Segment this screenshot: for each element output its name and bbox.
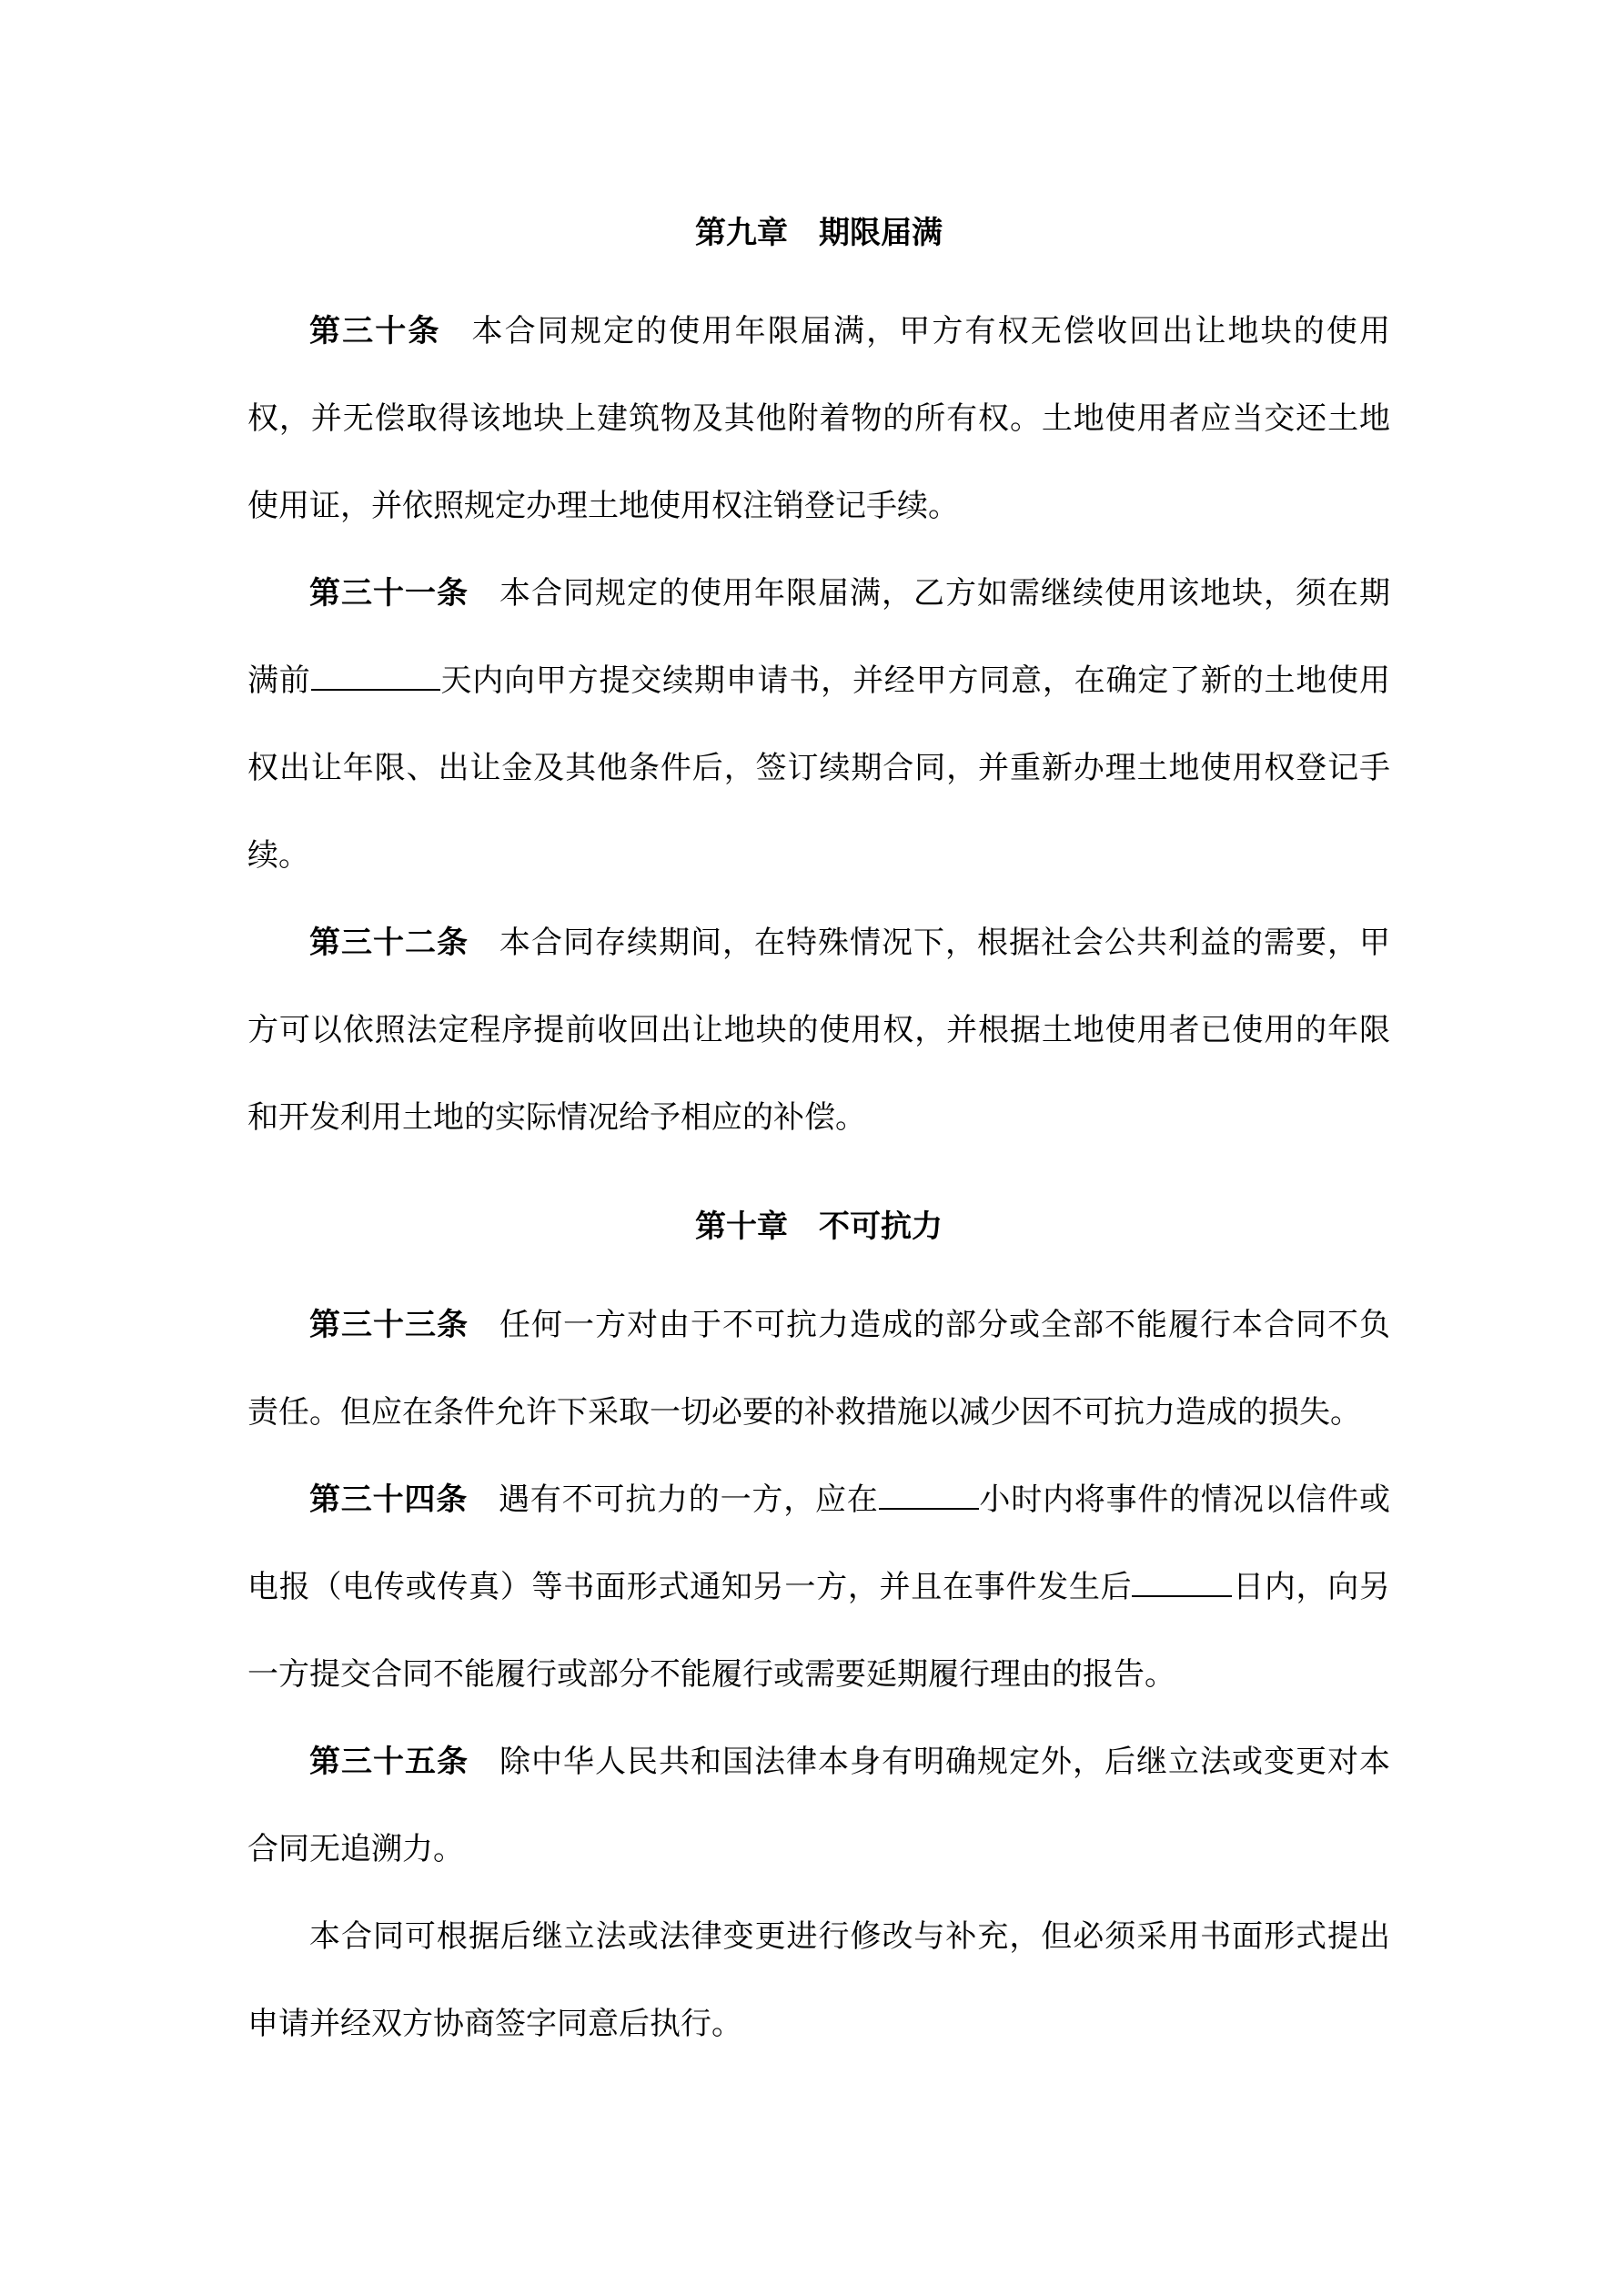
article-33-text: 任何一方对由于不可抗力造成的部分或全部不能履行本合同不负责任。但应在条件允许下采取一切必要的补救措施以减少因不可抗力造成的损失。 (247, 1307, 1390, 1431)
article-34 (247, 1456, 1390, 1718)
article-34-label: 第三十四条 (309, 1482, 468, 1518)
article-32-label: 第三十二条 (309, 925, 469, 961)
fill-in-blank-days (311, 662, 440, 691)
article-30-label: 第三十条 (309, 313, 441, 349)
article-31-text-after: 天内向甲方提交续期申请书，并经甲方同意，在确定了新的土地使用权出让年限、出让金及其他条件后，签订续期合同，并重新办理土地使用权登记手续。 (247, 663, 1390, 874)
article-35-text: 除中华人民共和国法律本身有明确规定外，后继立法或变更对本合同无追溯力。 (247, 1744, 1390, 1867)
article-30-text: 本合同规定的使用年限届满，甲方有权无偿收回出让地块的使用权，并无偿取得该地块上建筑物及其他附着物的所有权。土地使用者应当交还土地使用证，并依照规定办理土地使用权注销登记手续。 (247, 313, 1391, 524)
chapter-10-title: 第十章 不可抗力 (695, 1209, 943, 1245)
article-31-text-before: 本合同规定的使用年限届满，乙方如需继续使用该地块，须在期满前 (247, 575, 1390, 699)
spacer (247, 1161, 1390, 1205)
chapter-9-title: 第九章 期限届满 (695, 215, 943, 251)
spacer (247, 1249, 1390, 1281)
fill-in-blank-days (1132, 1568, 1232, 1597)
article-35-label: 第三十五条 (309, 1744, 469, 1780)
article-31-label: 第三十一条 (309, 575, 469, 612)
article-34-text-2: 小时内将事件的情况以信件或电报（电传或传真）等书面形式通知另一方，并且在事件发生后 (247, 1482, 1391, 1605)
article-33 (247, 1281, 1390, 1456)
closing-paragraph: 本合同可根据后继立法或法律变更进行修改与补充，但必须采用书面形式提出申请并经双方协商签字同意后执行。 (247, 1918, 1390, 2042)
document-body (247, 211, 1390, 2068)
article-33-label: 第三十三条 (309, 1307, 469, 1343)
article-35 (247, 1718, 1390, 1893)
fill-in-blank-hours (879, 1481, 979, 1510)
article-32-text: 本合同存续期间，在特殊情况下，根据社会公共利益的需要，甲方可以依照法定程序提前收回出让地块的使用权，并根据土地使用者已使用的年限和开发利用土地的实际情况给予相应的补偿。 (247, 925, 1390, 1136)
article-32 (247, 899, 1390, 1161)
article-31 (247, 550, 1390, 899)
article-34-text-1: 遇有不可抗力的一方，应在 (499, 1482, 879, 1518)
article-30 (247, 288, 1390, 550)
article-34-text-3: 日内，向另一方提交合同不能履行或部分不能履行或需要延期履行理由的报告。 (247, 1569, 1391, 1693)
spacer (247, 255, 1390, 288)
